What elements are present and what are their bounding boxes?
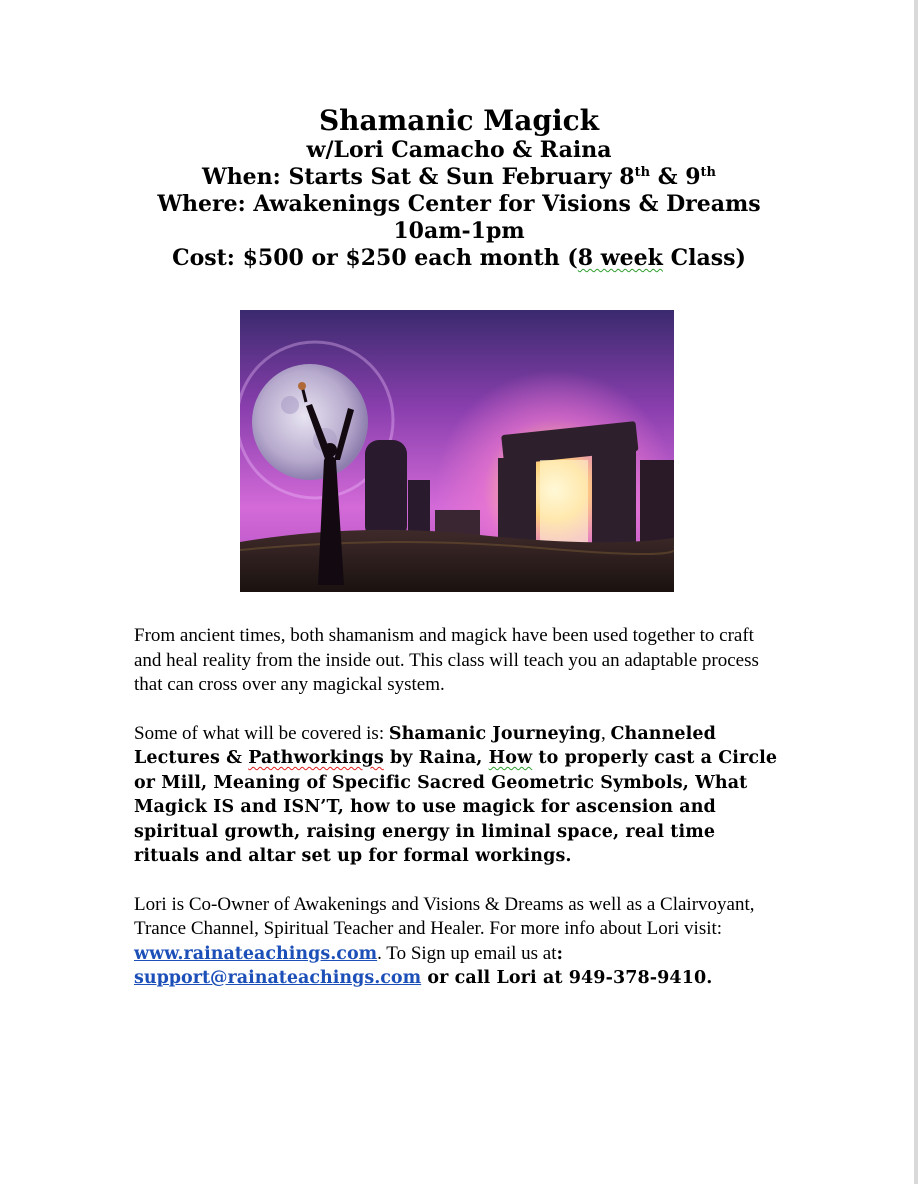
email-link[interactable]: support@rainateachings.com	[134, 968, 422, 988]
cost-line: Cost: $500 or $250 each month (8 week Class)	[172, 245, 746, 271]
flyer-body	[134, 624, 784, 1015]
website-link[interactable]: www.rainateachings.com	[134, 943, 378, 964]
shaman-stonehenge-image	[240, 310, 674, 592]
spelling-flagged-text: Pathworkings	[248, 748, 384, 768]
grammar-flagged-text: How	[488, 748, 533, 768]
intro-paragraph: From ancient times, both shamanism and magick have been used together to craft and heal reality from the inside out. This class will teach you an adaptable process that can cross over any magickal system.	[134, 625, 759, 695]
topics-paragraph: Some of what will be covered is: Shamanic Journeying, Channeled Lectures & Pathworkings by Raina, How to properly cast a Circle or Mill, Meaning of Specific Sacred Geometric Symbols, What Magick IS and ISN’T, how to use magick for ascension and spiritual growth, raising energy in liminal space, real time rituals and altar set up for formal workings.	[134, 722, 778, 866]
where-line: Where: Awakenings Center for Visions & Dreams	[157, 191, 761, 217]
when-line: When: Starts Sat & Sun February 8th & 9th	[201, 164, 716, 190]
presenters-line: w/Lori Camacho & Raina	[306, 137, 612, 163]
grammar-flagged-text: 8 week	[577, 245, 663, 271]
flyer-header	[0, 105, 918, 272]
page-title: Shamanic Magick	[318, 104, 600, 137]
time-line: 10am-1pm	[393, 218, 525, 244]
about-paragraph: Lori is Co-Owner of Awakenings and Visions & Dreams as well as a Clairvoyant, Trance Channel, Spiritual Teacher and Healer. For more info about Lori visit: www.rainateachings.com. To Sign up email us at: support@rainateachings.com or call Lori at 949-378-9410.	[134, 893, 755, 988]
